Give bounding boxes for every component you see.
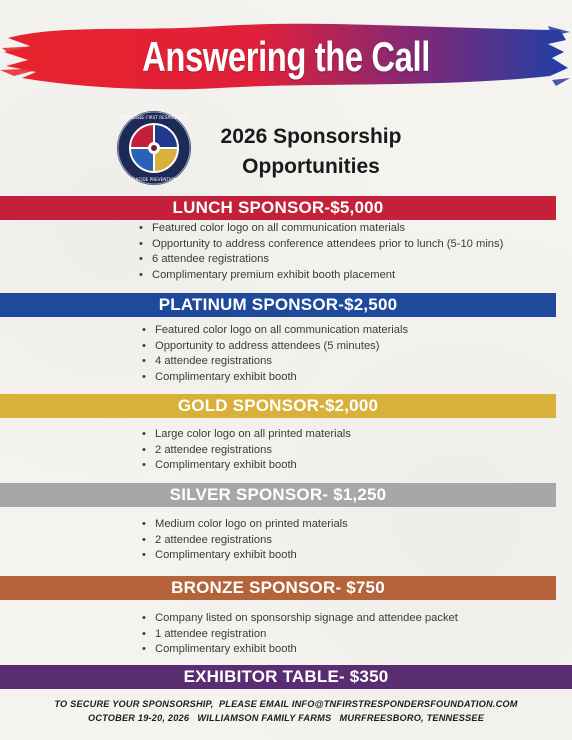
- platinum-sponsor-heading: PLATINUM SPONSOR-$2,500: [0, 293, 556, 317]
- list-item: • 2 attendee registrations: [141, 533, 348, 549]
- list-item: • 2 attendee registrations: [141, 443, 351, 459]
- subtitle-line-2: Opportunities: [242, 155, 380, 178]
- footer-event-details: OCTOBER 19-20, 2026 WILLIAMSON FAMILY FARMS MURFREESBORO, TENNESSEE: [87, 713, 485, 723]
- silver-sponsor-benefits: [141, 517, 348, 564]
- list-item: • Featured color logo on all communication materials: [141, 323, 408, 339]
- lunch-sponsor-heading: LUNCH SPONSOR-$5,000: [0, 196, 556, 220]
- exhibitor-table-heading: EXHIBITOR TABLE- $350: [0, 665, 572, 689]
- svg-text:SUICIDE PREVENTION: SUICIDE PREVENTION: [131, 177, 177, 182]
- gold-sponsor-heading: GOLD SPONSOR-$2,000: [0, 394, 556, 418]
- list-item: • Complimentary exhibit booth: [141, 458, 351, 474]
- footer-contact: TO SECURE YOUR SPONSORSHIP, PLEASE EMAIL INFO@TNFIRSTRESPONDERSFOUNDATION.COM: [54, 699, 518, 709]
- page-title: Answering the Call: [142, 33, 430, 80]
- list-item: • Complimentary exhibit booth: [141, 548, 348, 564]
- gold-sponsor-benefits: [141, 427, 351, 474]
- list-item: • Complimentary exhibit booth: [141, 642, 458, 658]
- list-item: • Opportunity to address attendees (5 minutes): [141, 339, 408, 355]
- lunch-sponsor-benefits: [138, 221, 503, 283]
- list-item: • Large color logo on all printed materials: [141, 427, 351, 443]
- list-item: • 6 attendee registrations: [138, 252, 503, 268]
- list-item: • Featured color logo on all communication materials: [138, 221, 503, 237]
- foundation-seal-icon: [116, 110, 192, 186]
- list-item: • Company listed on sponsorship signage and attendee packet: [141, 611, 458, 627]
- list-item: • Complimentary exhibit booth: [141, 370, 408, 386]
- subtitle-line-1: 2026 Sponsorship: [220, 125, 402, 148]
- list-item: • Medium color logo on printed materials: [141, 517, 348, 533]
- svg-text:TENNESSEE FIRST RESPONDERS: TENNESSEE FIRST RESPONDERS: [120, 115, 188, 120]
- list-item: • 1 attendee registration: [141, 627, 458, 643]
- list-item: • 4 attendee registrations: [141, 354, 408, 370]
- silver-sponsor-heading: SILVER SPONSOR- $1,250: [0, 483, 556, 507]
- platinum-sponsor-benefits: [141, 323, 408, 385]
- list-item: • Complimentary premium exhibit booth placement: [138, 268, 503, 284]
- subtitle: [196, 122, 426, 182]
- list-item: • Opportunity to address conference attendees prior to lunch (5-10 mins): [138, 237, 503, 253]
- bronze-sponsor-benefits: [141, 611, 458, 658]
- bronze-sponsor-heading: BRONZE SPONSOR- $750: [0, 576, 556, 600]
